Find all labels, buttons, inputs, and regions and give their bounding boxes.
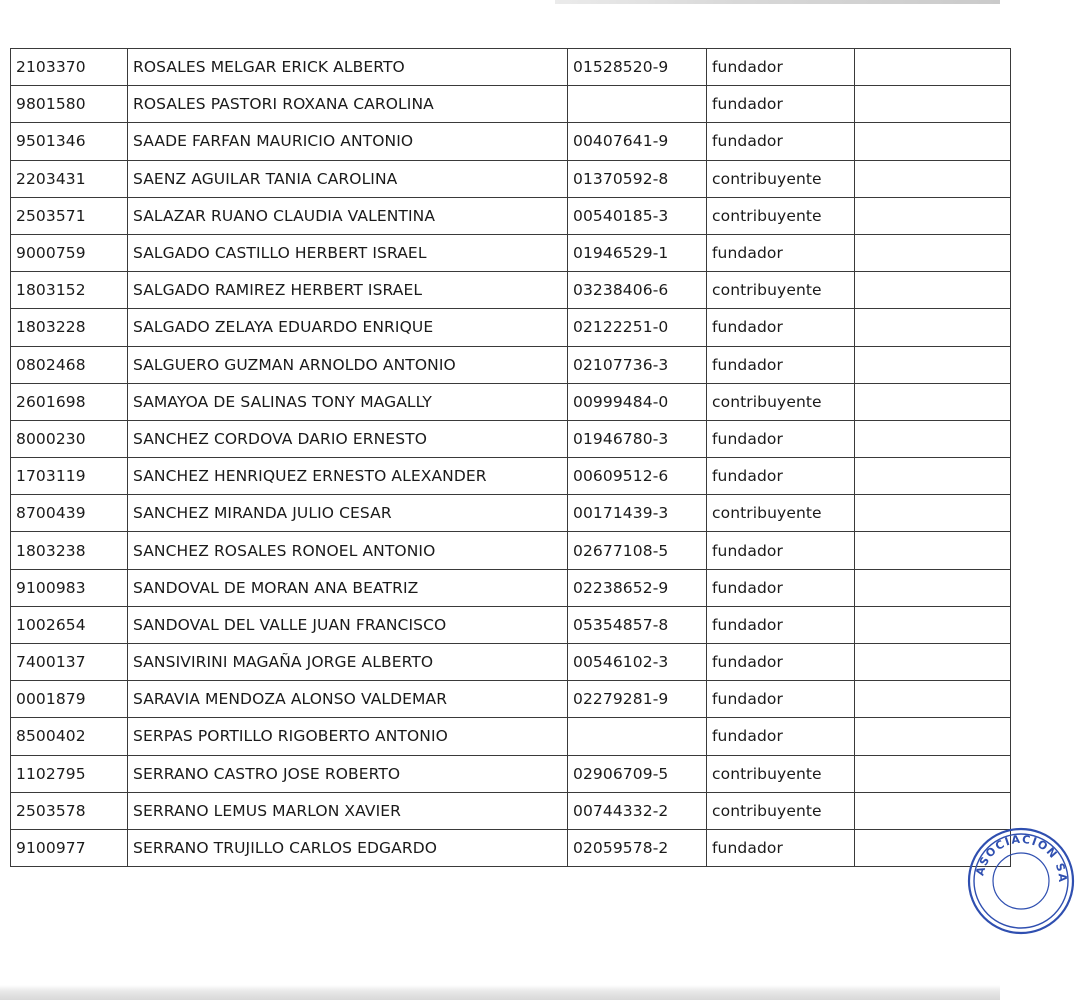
member-type-cell: contribuyente — [707, 495, 855, 532]
member-type-cell: fundador — [707, 718, 855, 755]
member-code-cell: 9000759 — [11, 234, 128, 271]
member-type-cell: fundador — [707, 458, 855, 495]
scan-bottom-edge — [0, 985, 1000, 1000]
member-type-cell: fundador — [707, 569, 855, 606]
member-code-cell: 9501346 — [11, 123, 128, 160]
member-type-cell: fundador — [707, 123, 855, 160]
empty-cell — [855, 755, 1011, 792]
member-nit-cell — [568, 86, 707, 123]
member-name-cell: SANCHEZ HENRIQUEZ ERNESTO ALEXANDER — [128, 458, 568, 495]
member-type-cell: fundador — [707, 829, 855, 866]
table-row — [11, 309, 1011, 346]
member-code-cell: 1803238 — [11, 532, 128, 569]
member-nit-cell: 02059578-2 — [568, 829, 707, 866]
empty-cell — [855, 681, 1011, 718]
member-nit-cell: 00540185-3 — [568, 197, 707, 234]
member-nit-cell: 02279281-9 — [568, 681, 707, 718]
member-type-cell: contribuyente — [707, 755, 855, 792]
member-code-cell: 2503578 — [11, 792, 128, 829]
table-row — [11, 458, 1011, 495]
table-row — [11, 829, 1011, 866]
table-row — [11, 532, 1011, 569]
member-type-cell: contribuyente — [707, 272, 855, 309]
empty-cell — [855, 86, 1011, 123]
empty-cell — [855, 272, 1011, 309]
table-row — [11, 792, 1011, 829]
member-name-cell: SAADE FARFAN MAURICIO ANTONIO — [128, 123, 568, 160]
member-code-cell: 8000230 — [11, 420, 128, 457]
empty-cell — [855, 309, 1011, 346]
empty-cell — [855, 458, 1011, 495]
scan-shadow-top — [555, 0, 1000, 4]
member-code-cell: 0802468 — [11, 346, 128, 383]
member-code-cell: 2601698 — [11, 383, 128, 420]
member-code-cell: 1703119 — [11, 458, 128, 495]
member-name-cell: SALGUERO GUZMAN ARNOLDO ANTONIO — [128, 346, 568, 383]
member-nit-cell: 00744332-2 — [568, 792, 707, 829]
member-nit-cell: 01946780-3 — [568, 420, 707, 457]
member-name-cell: SANDOVAL DE MORAN ANA BEATRIZ — [128, 569, 568, 606]
table-row — [11, 160, 1011, 197]
member-code-cell: 0001879 — [11, 681, 128, 718]
member-code-cell: 9100977 — [11, 829, 128, 866]
member-type-cell: contribuyente — [707, 792, 855, 829]
member-type-cell: fundador — [707, 234, 855, 271]
member-name-cell: SARAVIA MENDOZA ALONSO VALDEMAR — [128, 681, 568, 718]
member-name-cell: SALGADO RAMIREZ HERBERT ISRAEL — [128, 272, 568, 309]
table-row — [11, 718, 1011, 755]
member-name-cell: SALAZAR RUANO CLAUDIA VALENTINA — [128, 197, 568, 234]
table-row — [11, 606, 1011, 643]
member-name-cell: SAMAYOA DE SALINAS TONY MAGALLY — [128, 383, 568, 420]
member-type-cell: fundador — [707, 309, 855, 346]
member-code-cell: 1002654 — [11, 606, 128, 643]
member-table — [10, 48, 1011, 867]
member-name-cell: SAENZ AGUILAR TANIA CAROLINA — [128, 160, 568, 197]
table-row — [11, 272, 1011, 309]
table-row — [11, 420, 1011, 457]
member-type-cell: fundador — [707, 644, 855, 681]
empty-cell — [855, 197, 1011, 234]
member-name-cell: ROSALES PASTORI ROXANA CAROLINA — [128, 86, 568, 123]
table-row — [11, 755, 1011, 792]
empty-cell — [855, 234, 1011, 271]
member-name-cell: SERRANO CASTRO JOSE ROBERTO — [128, 755, 568, 792]
empty-cell — [855, 644, 1011, 681]
empty-cell — [855, 718, 1011, 755]
member-nit-cell: 05354857-8 — [568, 606, 707, 643]
empty-cell — [855, 49, 1011, 86]
member-code-cell: 9801580 — [11, 86, 128, 123]
table-row — [11, 495, 1011, 532]
association-seal-stamp — [966, 826, 1076, 936]
member-nit-cell: 02122251-0 — [568, 309, 707, 346]
member-name-cell: SANDOVAL DEL VALLE JUAN FRANCISCO — [128, 606, 568, 643]
member-nit-cell: 00999484-0 — [568, 383, 707, 420]
empty-cell — [855, 123, 1011, 160]
member-code-cell: 1803228 — [11, 309, 128, 346]
member-nit-cell: 01528520-9 — [568, 49, 707, 86]
member-nit-cell: 00407641-9 — [568, 123, 707, 160]
empty-cell — [855, 569, 1011, 606]
member-code-cell: 8700439 — [11, 495, 128, 532]
table-row — [11, 569, 1011, 606]
table-row — [11, 681, 1011, 718]
table-row — [11, 346, 1011, 383]
member-nit-cell: 03238406-6 — [568, 272, 707, 309]
table-row — [11, 86, 1011, 123]
member-table-body — [11, 49, 1011, 867]
empty-cell — [855, 420, 1011, 457]
empty-cell — [855, 792, 1011, 829]
member-code-cell: 8500402 — [11, 718, 128, 755]
member-nit-cell: 00546102-3 — [568, 644, 707, 681]
table-row — [11, 383, 1011, 420]
member-type-cell: fundador — [707, 346, 855, 383]
member-type-cell: fundador — [707, 681, 855, 718]
empty-cell — [855, 606, 1011, 643]
empty-cell — [855, 346, 1011, 383]
member-nit-cell: 00171439-3 — [568, 495, 707, 532]
member-type-cell: fundador — [707, 49, 855, 86]
empty-cell — [855, 160, 1011, 197]
member-nit-cell: 02677108-5 — [568, 532, 707, 569]
empty-cell — [855, 383, 1011, 420]
member-code-cell: 1102795 — [11, 755, 128, 792]
member-name-cell: SALGADO ZELAYA EDUARDO ENRIQUE — [128, 309, 568, 346]
member-name-cell: SANCHEZ ROSALES RONOEL ANTONIO — [128, 532, 568, 569]
svg-text:ASOCIACION SA: ASOCIACION SA — [973, 832, 1070, 884]
member-nit-cell: 01946529-1 — [568, 234, 707, 271]
table-row — [11, 123, 1011, 160]
table-row — [11, 644, 1011, 681]
member-type-cell: fundador — [707, 420, 855, 457]
member-nit-cell: 01370592-8 — [568, 160, 707, 197]
member-type-cell: contribuyente — [707, 383, 855, 420]
member-code-cell: 2503571 — [11, 197, 128, 234]
member-code-cell: 2103370 — [11, 49, 128, 86]
member-name-cell: SERPAS PORTILLO RIGOBERTO ANTONIO — [128, 718, 568, 755]
member-nit-cell: 02238652-9 — [568, 569, 707, 606]
member-name-cell: SANCHEZ MIRANDA JULIO CESAR — [128, 495, 568, 532]
member-type-cell: contribuyente — [707, 197, 855, 234]
member-name-cell: SALGADO CASTILLO HERBERT ISRAEL — [128, 234, 568, 271]
table-row — [11, 49, 1011, 86]
empty-cell — [855, 495, 1011, 532]
member-name-cell: SERRANO TRUJILLO CARLOS EDGARDO — [128, 829, 568, 866]
member-nit-cell — [568, 718, 707, 755]
member-name-cell: SANSIVIRINI MAGAÑA JORGE ALBERTO — [128, 644, 568, 681]
member-type-cell: fundador — [707, 86, 855, 123]
member-name-cell: SERRANO LEMUS MARLON XAVIER — [128, 792, 568, 829]
member-type-cell: fundador — [707, 606, 855, 643]
table-row — [11, 197, 1011, 234]
member-nit-cell: 02107736-3 — [568, 346, 707, 383]
member-nit-cell: 02906709-5 — [568, 755, 707, 792]
member-nit-cell: 00609512-6 — [568, 458, 707, 495]
member-code-cell: 7400137 — [11, 644, 128, 681]
member-name-cell: SANCHEZ CORDOVA DARIO ERNESTO — [128, 420, 568, 457]
member-code-cell: 2203431 — [11, 160, 128, 197]
member-type-cell: contribuyente — [707, 160, 855, 197]
member-type-cell: fundador — [707, 532, 855, 569]
member-code-cell: 1803152 — [11, 272, 128, 309]
empty-cell — [855, 532, 1011, 569]
member-code-cell: 9100983 — [11, 569, 128, 606]
member-name-cell: ROSALES MELGAR ERICK ALBERTO — [128, 49, 568, 86]
table-row — [11, 234, 1011, 271]
